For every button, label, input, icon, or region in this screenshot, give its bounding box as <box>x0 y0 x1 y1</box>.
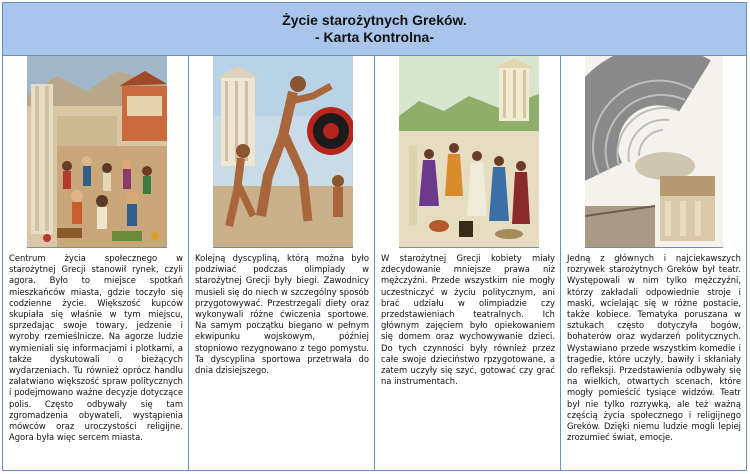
column-women <box>375 55 561 470</box>
women-illustration <box>399 56 539 248</box>
running-text: Kolejną dyscypliną, którą można było podziwiać podczas olimpiady w starożytnej Grecji były biegi. Zawodnicy musieli się do niech w szczególny sposób przygotowywać. Przestrzegali diety oraz wykonywali różne ćwiczenia sportowe. Na samym początku biegano w pełnym ekwipunku wojskowym, później stopniowo rezygnowano z tego pomystu. Ta dyscyplina sportowa przetrwała do dnia dzisiejszego. <box>195 253 369 376</box>
column-theatre <box>561 55 746 470</box>
agora-text: Centrum życia społecznego w starożytnej Grecji stanowił rynek, czyli agora. Było to miejsce spotkań mieszkańców miasta, gdzie toczyło się codzienne życie. Większość kupców skupiała się właśnie w tym miejscu, sprzedając swoje towary, jedzenie i wyroby rzemieślnicze. Na agorze ludzie wymieniali się informacjami i plotkami, a także dyskutowali o bieżących wydarzeniach. Tu również oprócz handlu załatwiano większość spraw politycznych i podejmowano ważne decyzje dotyczące polis. Często odbywały się tam zgromadzenia obywateli, wystąpienia mówców oraz uroczystości religijne. Agora była więc sercem miasta. <box>9 253 183 443</box>
card-title: Życie starożytnych Greków. <box>282 12 467 28</box>
theatre-illustration <box>585 56 723 248</box>
card-header <box>3 3 746 56</box>
theatre-text: Jedną z głównych i najciekawszych rozrywek starożytnych Greków był teatr. Występowali w nim tylko mężczyźni, którzy zakładali odpowiednie stroje i maski, wcielając się w różne postacie, także kobiece. Tematyka poruszana w sztukach często dotyczyła bogów, bohaterów oraz wydarzeń politycznych. Wystawiano przede wszystkim komedie i tragedie, które uczyły, bawiły i skłaniały do refleksji. Przedstawienia odbywały się na wielkich, otwartych scenach, które mogły pomieścić tysiące widzów. Teatr był nie tylko rozrywką, ale też ważną częścią życia społecznego i religijnego Greków. Dzięki niemu ludzie mogli lepiej zrozumieć świat, emocje. <box>567 253 741 443</box>
column-running <box>189 55 375 470</box>
women-text: W starożytnej Grecji kobiety miały zdecydowanie mniejsze prawa niż mężczyźni. Przede wszystkim nie mogły uczestniczyć w życiu politycznym, ani brać udziału w olimpiadzie czy przedstawieniach teatralnych. Ich głównym zajęciem było opiekowaniem się domem oraz wychowywanie dzieci. Do tych czynności były również przez całe swoje dzieciństwo rpzygotowane, a zatem uczyły się szyć, gotować czy grać na instrumentach. <box>381 253 555 387</box>
runners-illustration <box>213 56 353 248</box>
agora-illustration <box>27 56 167 248</box>
column-agora <box>3 55 189 470</box>
control-card <box>2 2 747 471</box>
card-subtitle: - Karta Kontrolna- <box>315 29 434 45</box>
